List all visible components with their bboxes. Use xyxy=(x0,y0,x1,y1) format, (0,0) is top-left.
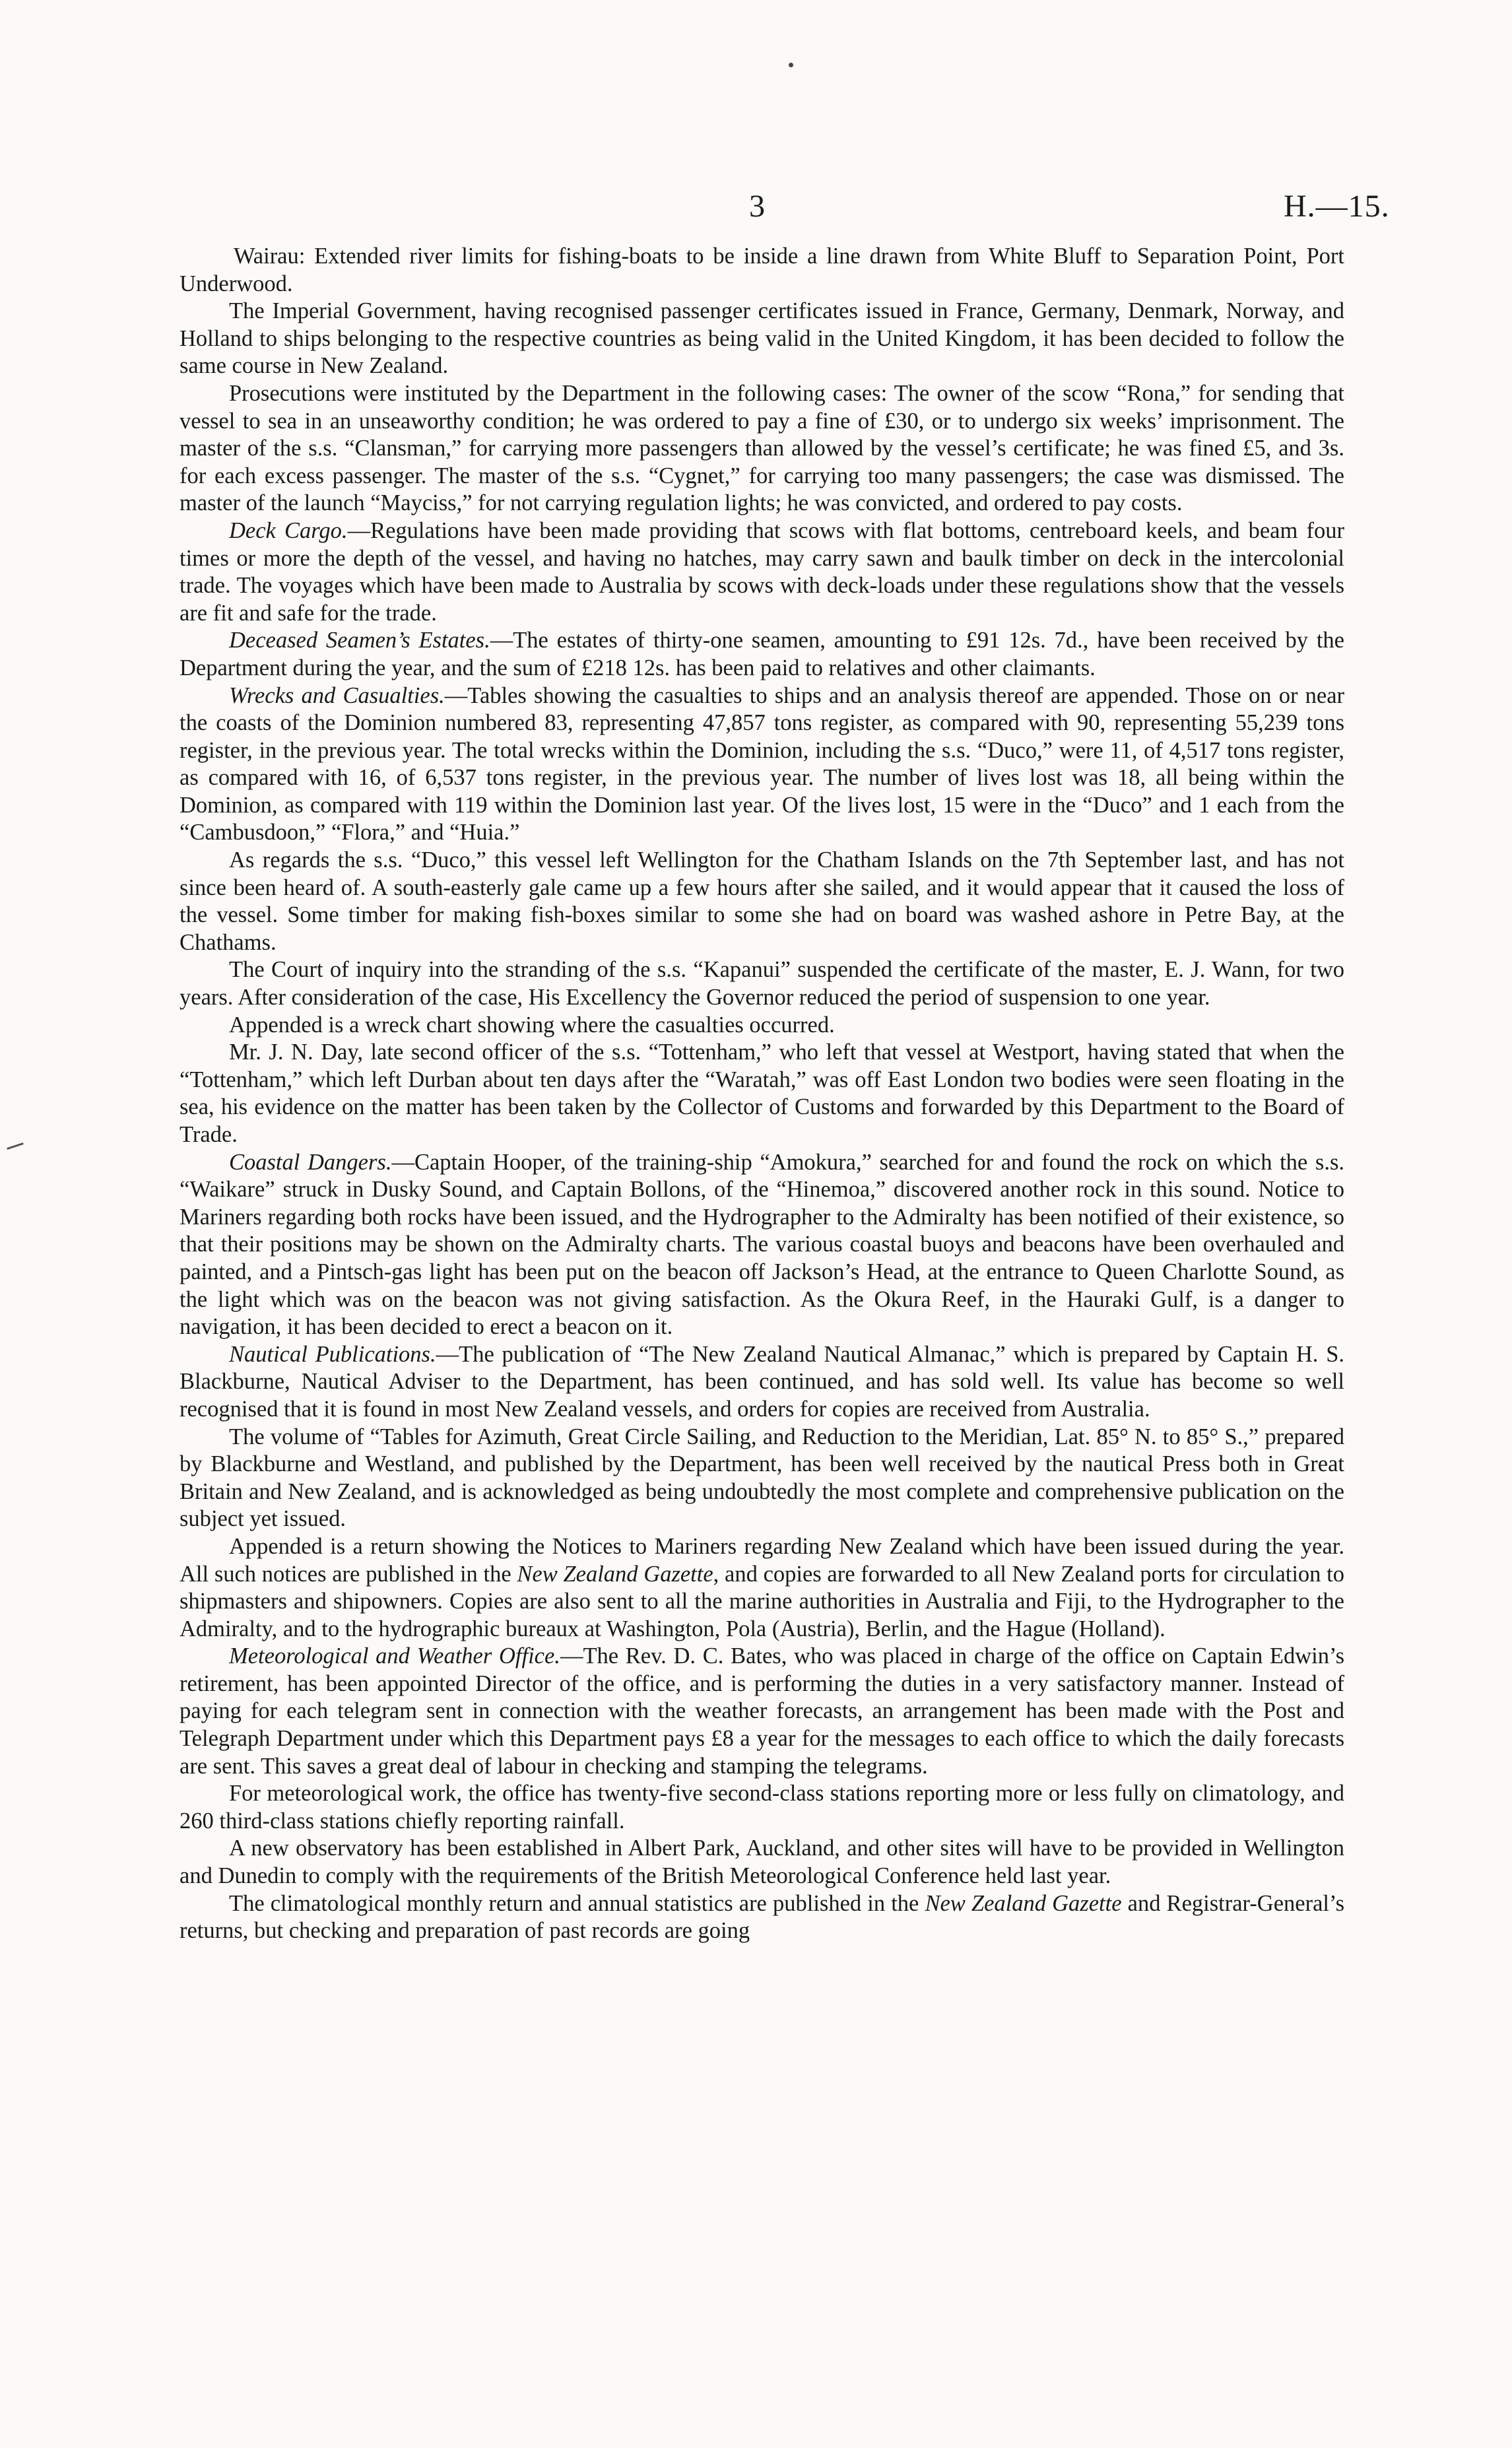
paragraph-climatological-returns: The climatological monthly return and annual statistics are published in the New Zealand Gazette and Registrar-General’s returns, but checking and preparation of past records are going xyxy=(180,1890,1345,1944)
paragraph-stations: For meteorological work, the office has twenty-five second-class stations reporting more or less fully on climatology, and 260 third-class stations chiefly reporting rainfall. xyxy=(180,1781,1344,1834)
paragraph-wairau: Wairau: Extended river limits for fishing-boats to be inside a line drawn from White Bluff to Separation Point, Port Underwood. xyxy=(180,244,1344,296)
page-number: 3 xyxy=(749,189,765,224)
section-heading: Wrecks and Casualties. xyxy=(229,682,445,708)
margin-ink-mark xyxy=(7,1142,24,1150)
paragraph-wrecks: Wrecks and Casualties.—Tables showing the casualties to ships and an analysis thereof are appended. Those on or near the coasts of the Dominion numbered 83, representing 47,857 tons register, as compared with 90, representing 55,239 tons register, in the previous year. The total wrecks within the Dominion, including the s.s. “Duco,” were 11, of 4,517 tons register, as compared with 16, of 6,537 tons register, in the previous year. The number of lives lost was 18, all being within the Dominion, as compared with 119 within the Dominion last year. Of the lives lost, 15 were in the “Duco” and 1 each from the “Cambusdoon,” “Flora,” and “Huia.” xyxy=(180,682,1344,845)
section-heading: Deck Cargo. xyxy=(229,517,348,543)
section-heading: Nautical Publications. xyxy=(229,1341,436,1367)
body-text xyxy=(180,243,1344,1945)
paragraph-azimuth-tables: The volume of “Tables for Azimuth, Great Circle Sailing, and Reduction to the Meridian, Lat. 85° N. to 85° S.,” prepared by Blackburne and Westland, and published by the Department, has been well received by the nautical Press both in Great Britain and New Zealand, and is acknowledged as being undoubtedly the most complete and comprehensive publication on the subject yet issued. xyxy=(180,1424,1344,1532)
section-heading: Deceased Seamen’s Estates. xyxy=(229,628,490,653)
paragraph-duco: As regards the s.s. “Duco,” this vessel left Wellington for the Chatham Islands on the 7th September last, and has not since been heard of. A south-easterly gale came up a few hours after she sailed, and it would appear that it caused the loss of the vessel. Some timber for making fish-boxes similar to some she had on board was washed ashore in Petre Bay, at the Chathams. xyxy=(180,847,1344,955)
section-heading: Coastal Dangers. xyxy=(229,1149,392,1175)
page-header xyxy=(0,188,1512,234)
paragraph-wreck-chart: Appended is a wreck chart showing where the casualties occurred. xyxy=(229,1012,835,1038)
paragraph-prosecutions: Prosecutions were instituted by the Department in the following cases: The owner of the scow “Rona,” for sending that vessel to sea in an unseaworthy condition; he was ordered to pay a fine of £30, or to undergo six weeks’ imprisonment. The master of the s.s. “Clansman,” for carrying more passengers than allowed by the vessel’s certificate; he was fined £5, and 3s. for each excess passenger. The master of the s.s. “Cygnet,” for carrying too many passengers; the case was dismissed. The master of the launch “Mayciss,” for not carrying regulation lights; he was convicted, and ordered to pay costs. xyxy=(180,380,1344,516)
paragraph-kapanui: The Court of inquiry into the stranding of the s.s. “Kapanui” suspended the certificate of the master, E. J. Wann, for two years. After consideration of the case, His Excellency the Governor reduced the period of suspension to one year. xyxy=(180,957,1344,1010)
stray-ink-mark xyxy=(789,63,793,67)
paragraph-coastal-dangers: Coastal Dangers.—Captain Hooper, of the training-ship “Amokura,” searched for and found the rock on which the s.s. “Waikare” struck in Dusky Sound, and Captain Bollons, of the “Hinemoa,” discovered another rock in this sound. Notice to Mariners regarding both rocks have been issued, and the Hydrographer to the Admiralty has been notified of their existence, so that their positions may be shown on the Admiralty charts. The various coastal buoys and beacons have been overhauled and painted, and a Pintsch-gas light has been put on the beacon off Jackson’s Head, at the entrance to Queen Charlotte Sound, as the light which was on the beacon was not giving satisfaction. As the Okura Reef, in the Hauraki Gulf, is a danger to navigation, it has been decided to erect a beacon on it. xyxy=(180,1149,1344,1340)
paragraph-meteorological-office: Meteorological and Weather Office.—The Rev. D. C. Bates, who was placed in charge of the office on Captain Edwin’s retirement, has been appointed Director of the office, and is performing the duties in a very satisfactory manner. Instead of paying for each telegram sent in connection with the weather forecasts, an arrangement has been made with the Post and Telegraph Department under which this Department pays £8 a year for the messages to each office to which the daily forecasts are sent. This saves a great deal of labour in checking and stamping the telegrams. xyxy=(180,1643,1344,1779)
paragraph-deceased-seamen: Deceased Seamen’s Estates.—The estates of thirty-one seamen, amounting to £91 12s. 7d., have been received by the Department during the year, and the sum of £218 12s. has been paid to relatives and other claimants. xyxy=(180,628,1344,680)
paragraph-tottenham: Mr. J. N. Day, late second officer of the s.s. “Tottenham,” who left that vessel at Westport, having stated that when the “Tottenham,” which left Durban about ten days after the “Waratah,” was off East London two bodies were seen floating in the sea, his evidence on the matter has been taken by the Collector of Customs and forwarded by this Department to the Board of Trade. xyxy=(180,1040,1344,1147)
section-heading: Meteorological and Weather Office. xyxy=(229,1643,560,1669)
document-reference: H.—15. xyxy=(1284,189,1390,224)
paragraph-nautical-publications: Nautical Publications.—The publication of “The New Zealand Nautical Almanac,” which is prepared by Captain H. S. Blackburne, Nautical Adviser to the Department, has been continued, and has sold well. Its value has become so well recognised that it is found in most New Zealand vessels, and orders for copies are received from Australia. xyxy=(180,1341,1345,1422)
paragraph-deck-cargo: Deck Cargo.—Regulations have been made providing that scows with flat bottoms, centreboard keels, and beam four times or more the depth of the vessel, and having no hatches, may carry sawn and baulk timber on deck in the intercolonial trade. The voyages which have been made to Australia by scows with deck-loads under these regulations show that the vessels are fit and safe for the trade. xyxy=(180,517,1344,626)
paragraph-observatory: A new observatory has been established in Albert Park, Auckland, and other sites will have to be provided in Wellington and Dunedin to comply with the requirements of the British Meteorological Conference held last year. xyxy=(180,1836,1344,1889)
paragraph-notices-to-mariners: Appended is a return showing the Notices to Mariners regarding New Zealand which have been issued during the year. All such notices are published in the New Zealand Gazette, and copies are forwarded to all New Zealand ports for circulation to shipmasters and shipowners. Copies are also sent to all the marine authorities in Australia and Fiji, to the Hydrographer to the Admiralty, and to the hydrographic bureaux at Washington, Pola (Austria), Berlin, and the Hague (Holland). xyxy=(180,1533,1344,1641)
paragraph-passenger-certificates: The Imperial Government, having recognised passenger certificates issued in France, Germany, Denmark, Norway, and Holland to ships belonging to the respective countries as being valid in the United Kingdom, it has been decided to follow the same course in New Zealand. xyxy=(180,298,1344,379)
